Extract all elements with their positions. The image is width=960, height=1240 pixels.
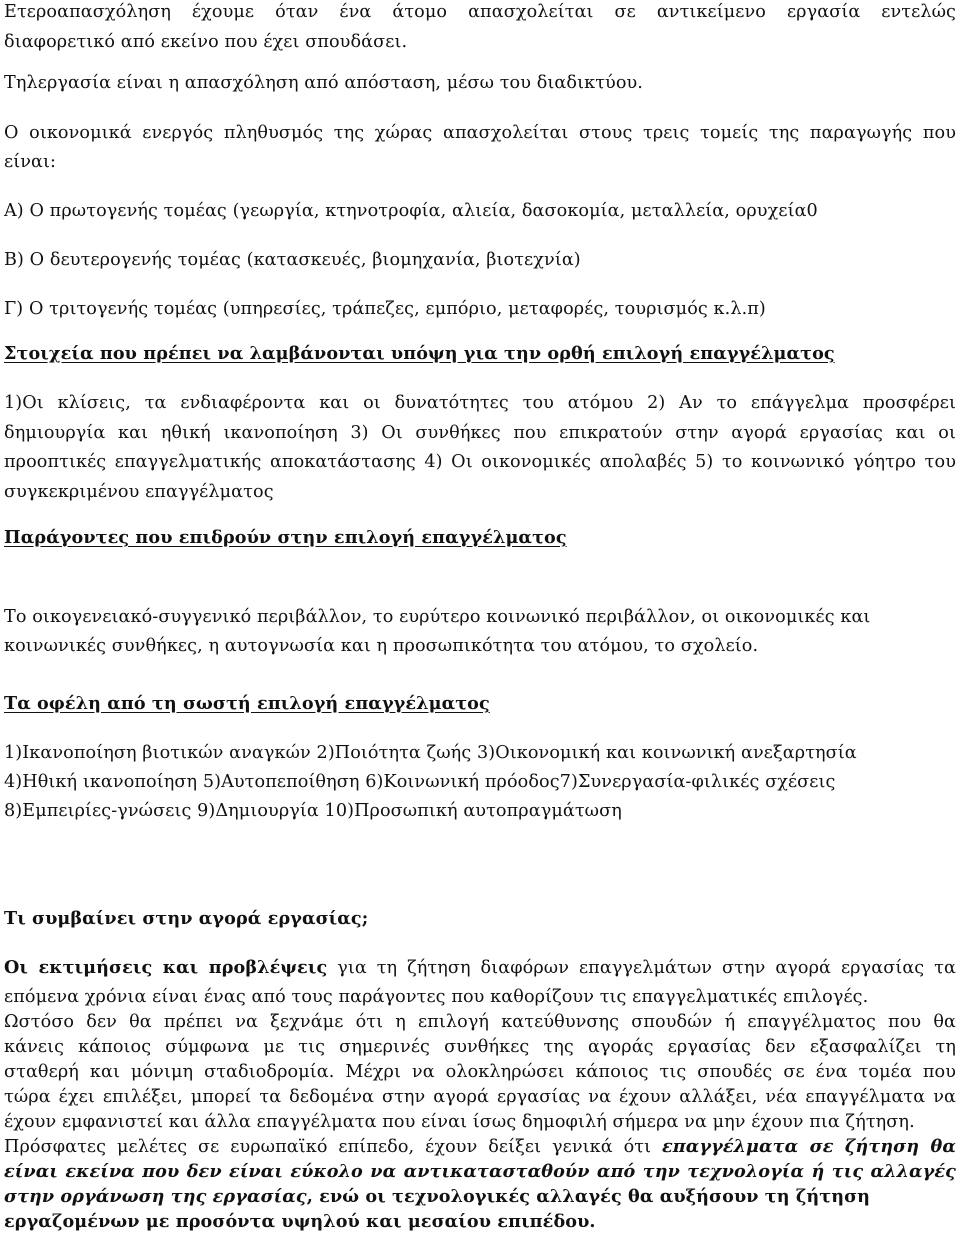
text-line: Τηλεργασία είναι η απασχόληση από απόσταση, μέσω του διαδικτύου. bbox=[4, 73, 644, 93]
text-line: Ωστόσο δεν θα πρέπει να ξεχνάμε ότι η επιλογή κατεύθυνσης σπουδών ή επαγγέλματος που θα bbox=[4, 1012, 956, 1032]
text-line bbox=[4, 1135, 956, 1159]
text-line: σταθερή και μόνιμη σταδιοδρομία. Μέχρι να ολοκληρώσει κάποιος τις σπουδές σε ένα τομέα που bbox=[4, 1062, 956, 1082]
heading-influencing-factors: Παράγοντες που επιδρούν στην επιλογή επαγγέλματος bbox=[4, 527, 567, 548]
heading-selection-elements: Στοιχεία που πρέπει να λαμβάνονται υπόψη για την ορθή επιλογή επαγγέλματος bbox=[4, 343, 835, 364]
text-line: δημιουργία και ηθική ικανοποίηση 3) Οι συνθήκες που επικρατούν στην αγορά εργασίας και οι bbox=[4, 423, 956, 443]
text-span: για τη ζήτηση διαφόρων επαγγελμάτων στην αγορά εργασίας τα bbox=[337, 958, 956, 978]
text-line: Ετεροαπασχόληση έχουμε όταν ένα άτομο απασχολείται σε αντικείμενο εργασία εντελώς bbox=[4, 2, 956, 22]
text-line: είναι: bbox=[4, 152, 57, 172]
bold-phrase: , ενώ οι τεχνολογικές αλλαγές θα αυξήσουν τη ζήτηση bbox=[306, 1186, 871, 1207]
text-line: 1)Οι κλίσεις, τα ενδιαφέροντα και οι δυνατότητες του ατόμου 2) Αν το επάγγελμα προσφέρει bbox=[4, 393, 956, 413]
bold-italic-phrase: στην οργάνωση της εργασίας bbox=[4, 1186, 307, 1207]
text-line: κοινωνικές συνθήκες, η αυτογνωσία και η προσωπικότητα του ατόμου, το σχολείο. bbox=[4, 636, 759, 656]
text-line: τώρα έχει επιλέξει, μπορεί τα δεδομένα στην αγορά εργασίας να έχουν αλλάξει, νέα επαγγέλματα να bbox=[4, 1087, 956, 1107]
heading-benefits: Τα οφέλη από τη σωστή επιλογή επαγγέλματος bbox=[4, 693, 490, 714]
bold-phrase: Οι εκτιμήσεις και προβλέψεις bbox=[4, 957, 328, 978]
text-line: 1)Ικανοποίηση βιοτικών αναγκών 2)Ποιότητα ζωής 3)Οικονομική και κοινωνική ανεξαρτησία bbox=[4, 743, 857, 763]
text-line: διαφορετικό από εκείνο που έχει σπουδάσει. bbox=[4, 32, 408, 52]
bold-italic-phrase: επαγγέλματα σε ζήτηση θα bbox=[661, 1136, 956, 1157]
text-line: 8)Εμπειρίες-γνώσεις 9)Δημιουργία 10)Προσωπική αυτοπραγμάτωση bbox=[4, 801, 622, 821]
text-line: 4)Ηθική ικανοποίηση 5)Αυτοπεποίθηση 6)Κοινωνική πρόοδος7)Συνεργασία-φιλικές σχέσεις bbox=[4, 772, 836, 792]
text-line bbox=[4, 1185, 870, 1209]
bold-line: εργαζομένων με προσόντα υψηλού και μεσαίου επιπέδου. bbox=[4, 1211, 596, 1232]
text-line: Ο οικονομικά ενεργός πληθυσμός της χώρας απασχολείται στους τρεις τομείς της παραγωγής που bbox=[4, 123, 956, 143]
text-line: κάνεις κάποιος σύμφωνα με τις σημερινές συνθήκες της αγοράς εργασίας δεν εξασφαλίζει τη bbox=[4, 1037, 956, 1057]
text-line: προοπτικές επαγγελματικής αποκατάστασης 4) Οι οικονομικές απολαβές 5) το κοινωνικό γόητρο του bbox=[4, 452, 956, 472]
text-line: επόμενα χρόνια είναι ένας από τους παράγοντες που καθορίζουν τις επαγγελματικές επιλογές. bbox=[4, 987, 869, 1007]
text-line: έχουν εμφανιστεί και άλλα επαγγέλματα που είναι ίσως δημοφιλή σήμερα να μην έχουν πια ζήτηση. bbox=[4, 1112, 915, 1132]
sector-secondary: Β) Ο δευτερογενής τομέας (κατασκευές, βιομηχανία, βιοτεχνία) bbox=[4, 250, 581, 270]
text-line: Το οικογενειακό-συγγενικό περιβάλλον, το ευρύτερο κοινωνικό περιβάλλον, οι οικονομικές και bbox=[4, 607, 871, 627]
text-span: Πρόσφατες μελέτες σε ευρωπαϊκό επίπεδο, έχουν δείξει γενικά ότι bbox=[4, 1137, 652, 1157]
heading-labor-market: Τι συμβαίνει στην αγορά εργασίας; bbox=[4, 908, 369, 929]
sector-primary: Α) Ο πρωτογενής τομέας (γεωργία, κτηνοτροφία, αλιεία, δασοκομία, μεταλλεία, ορυχεία0 bbox=[4, 201, 818, 221]
text-line bbox=[4, 956, 956, 980]
bold-italic-line: είναι εκείνα που δεν είναι εύκολο να αντικατασταθούν από την τεχνολογία ή τις αλλαγές bbox=[4, 1161, 956, 1182]
sector-tertiary: Γ) Ο τριτογενής τομέας (υπηρεσίες, τράπεζες, εμπόριο, μεταφορές, τουρισμός κ.λ.π) bbox=[4, 299, 766, 319]
text-line: συγκεκριμένου επαγγέλματος bbox=[4, 482, 274, 502]
